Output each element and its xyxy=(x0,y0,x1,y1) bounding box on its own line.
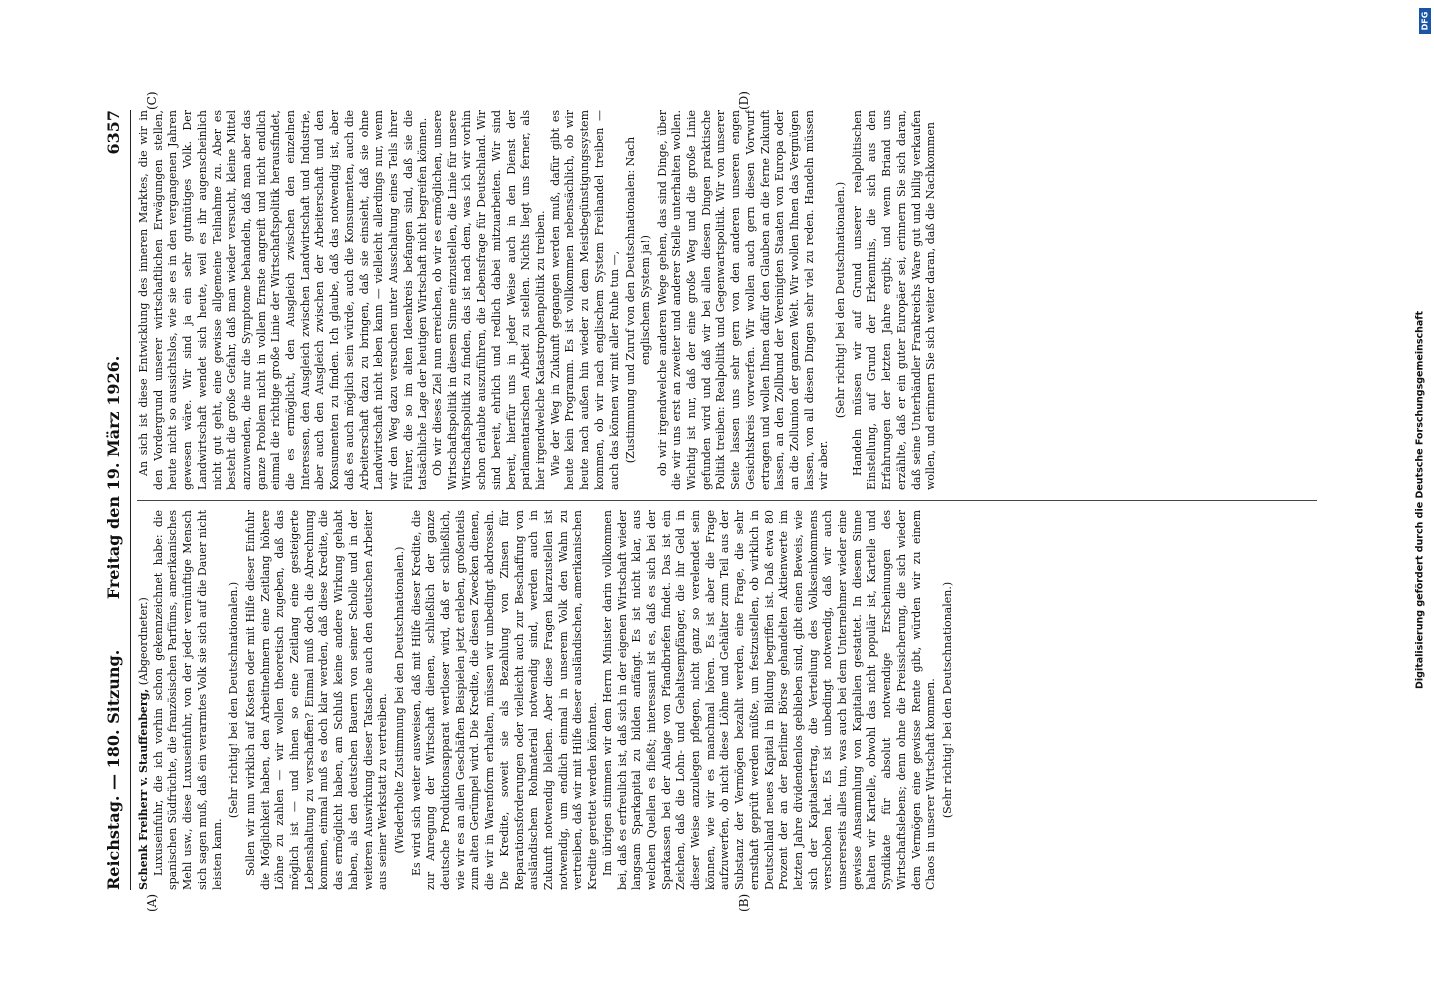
column-divider xyxy=(137,500,1317,501)
right-column xyxy=(137,110,1317,490)
credit-text: Digitalisierung gefördert durch die Deutsche Forschungsgemeinschaft xyxy=(1414,311,1426,689)
paragraph: Es wird sich weiter ausweisen, daß mit Hilfe dieser Kredite, die zur Anregung der Wirtschaft dienen, schließlich der ganze deutsche Produktionsapparat wertloser wird, daß er schließlich, wie wir es an allen Geschäften Beispielen jetzt erleben, großenteils zum alten Gerümpel wird. Die Kredite, die diesen Zwecken dienen, die wir in Warenform erhalten, müssen wir unbedingt abdrosseln. Die Kredite, soweit sie als Bezahlung von Zinsen für Reparationsforderungen oder vielleicht auch zur Beschaffung von ausländischem Rohmaterial notwendig sind, werden auch in Zukunft notwendig bleiben. Aber diese Fragen klarzustellen ist notwendig, um endlich einmal in unserem Volk den Wahn zu vertreiben, daß wir mit Hilfe dieser ausländischen, amerikanischen Kredite gerettet werden könnten. xyxy=(409,510,600,890)
running-header xyxy=(102,110,131,890)
marker-d: (D) xyxy=(737,91,751,110)
interjection: (Sehr richtig! bei den Deutschnationalen.) xyxy=(940,581,954,819)
paragraph: Wie der Weg in Zukunft gegangen werden muß, dafür gibt es heute kein Programm. Es ist vollkommen nebensächlich, ob wir heute nach außen hin wieder zu dem Meistbegünstigungssystem kommen, ob wir nach englischem System Freihandel treiben — auch das können wir mit aller Ruhe tun —, xyxy=(548,110,621,490)
speaker-name: Schenk Freiherr v. Stauffenberg, xyxy=(137,688,150,890)
header-left: Reichstag. — 180. Sitzung. xyxy=(104,649,123,890)
header-right xyxy=(104,110,123,599)
paragraph: ob wir irgendwelche anderen Wege gehen, das sind Dinge, über die wir uns erst an zweiter und anderer Stelle unterhalten wollen. Wichtig ist nur, daß der eine große Weg und die große Linie gefunden wird und daß wir bei allen diesen Dingen praktische Politik treiben: Realpolitik und Gegenwartspolitik. Wir von unserer Seite lassen uns sehr gern von den anderen unseren engen Gesichtskreis vorwerfen. Wir wollen auch gern diesen Vorwurf ertragen und wollen Ihnen dafür den Glauben an die ferne Zukunft lassen, an den Zollbund der Vereinigten Staaten von Europa oder an die Zollunion der ganzen Welt. Wir wollen Ihnen das Vergnügen lassen, von all diesen Dingen sehr viel zu reden. Handeln müssen wir aber. xyxy=(655,110,831,490)
rotated-page xyxy=(97,91,1337,912)
interjection: (Wiederholte Zustimmung bei den Deutschnationalen.) xyxy=(392,546,406,854)
dfg-logo: DFG xyxy=(1419,8,1431,34)
paragraph: Luxuseinfuhr, die ich vorhin schon gekennzeichnet habe: die spanischen Südfrüchte, die französischen Parfüms, amerikanisches Mehl usw., diese Luxuseinfuhr, von der jeder vernünftige Mensch sich sagen muß, daß ein verarmtes Volk sie sich auf die Dauer nicht leisten kann. xyxy=(151,510,224,890)
interjection: (Sehr richtig! bei den Deutschnationalen.) xyxy=(834,181,848,419)
marker-c: (C) xyxy=(145,91,159,110)
marker-b: (B) xyxy=(737,893,751,912)
paragraph: Handeln müssen wir auf Grund unserer realpolitischen Einstellung, auf Grund der Erkenntnis, die sich aus den Erfahrungen der letzten Jahre ergibt; und wenn Briand uns erzählte, daß er ein guter Europäer sei, erinnern Sie sich daran, daß seine Unterhändler Frankreichs Ware gut und billig verkaufen wollen, und erinnern Sie sich weiter daran, daß die Nachkommen xyxy=(850,110,938,490)
page-number: 6357 xyxy=(104,110,123,155)
paragraph: An sich ist diese Entwicklung des inneren Marktes, die wir in den Vordergrund unserer wirtschaftlichen Erwägungen stellen, heute nicht so aussichtslos, wie sie es in den vergangenen Jahren gewesen wäre. Wir sind ja ein sehr gutmütiges Volk. Der Landwirtschaft wendet sich heute, weil es ihr augenscheinlich nicht gut geht, eine gewisse allgemeine Teilnahme zu. Aber es besteht die große Gefahr, daß man wieder versucht, kleine Mittel anzuwenden, die nur die Symptome behandeln, daß man aber das ganze Problem nicht in vollem Ernste angreift und nicht endlich einmal die richtige große Linie der Wirtschaftspolitik herausfindet, die es ermöglicht, den Ausgleich zwischen den einzelnen Interessen, den Ausgleich zwischen Landwirtschaft und Industrie, aber auch den Ausgleich zwischen der Arbeiterschaft und den Konsumenten zu finden. Ich glaube, daß das notwendig ist, aber daß es auch möglich sein würde, auch die Konsumenten, auch die Arbeiterschaft dazu zu bringen, daß sie einsieht, daß sie ohne Landwirtschaft nicht leben kann — vielleicht allerdings nur, wenn wir den Weg dazu versuchen unter Ausschaltung eines Teils ihrer Führer, die so im alten Ideenkreis befangen sind, daß sie die tatsächliche Lage der heutigen Wirtschaft nicht begreifen können. xyxy=(137,110,430,490)
marker-a: (A) xyxy=(145,893,159,912)
speaker-role: (Abgeordneter.) xyxy=(137,597,150,686)
paragraph: Ob wir dieses Ziel nun erreichen, ob wir es ermöglichen, unsere Wirtschaftspolitik in diesem Sinne einzustellen, die Linie für unsere Wirtschaftspolitik zu finden, das ist nach dem, was ich wir vorhin schon erlaubte auszuführen, die Lebensfrage für Deutschland. Wir sind bereit, ehrlich und redlich dabei mitzuarbeiten. Wir sind bereit, hierfür uns in jeder Weise auch in den Dienst der parlamentarischen Arbeit zu stellen. Nichts liegt uns ferner, als hier irgendwelche Katastrophenpolitik zu treiben. xyxy=(431,110,547,490)
digitization-credit xyxy=(1410,10,1430,990)
header-date: Freitag den 19. März 1926. xyxy=(104,355,123,600)
interjection: (Sehr richtig! bei den Deutschnationalen.) xyxy=(227,581,241,819)
paragraph: Im übrigen stimmen wir dem Herrn Minister darin vollkommen bei, daß es erfreulich ist, daß sich in der eigenen Wirtschaft wieder langsam Sparkapital zu bilden anfängt. Es ist nicht klar, aus welchen Quellen es fließt; interessant ist es, daß es sich bei der Sparkassen bei der Anlage von Pfandbriefen findet. Das ist ein Zeichen, daß die Lohn- und Gehaltsempfänger, die ihr Geld in dieser Weise anzulegen pflegen, nicht ganz so verelendet sein können, wie wir es manchmal hören. Es ist aber die Frage aufzuwerfen, ob nicht diese Löhne und Gehälter zum Teil aus der Substanz der Vermögen bezahlt werden, eine Frage, die sehr ernsthaft geprüft werden müßte, um festzustellen, ob wirklich in Deutschland neues Kapital in Bildung begriffen ist. Daß etwa 80 Prozent der an der Berliner Börse gehandelten Aktienwerte im letzten Jahre dividendenlos geblieben sind, gibt einen Beweis, wie sich der Kapitalsertrag, die Verteilung des Volkseinkommens verschoben hat. Es ist unbedingt notwendig, daß wir auch unsererseits alles tun, was auch bei dem Unternehmer wieder eine gewisse Ansammlung von Kapitalien gestattet. In diesem Sinne halten wir Kartelle, obwohl das nicht populär ist, Kartelle und Syndikate für absolut notwendige Erscheinungen des Wirtschaftslebens; denn ohne die Preissicherung, die sich wieder dem Vermögen eine gewisse Rente gibt, würden wir zu einem Chaos in unserer Wirtschaft kommen. xyxy=(600,510,938,890)
left-column xyxy=(137,510,1317,890)
interjection: (Zustimmung und Zuruf von den Deutschnationalen: Nach englischem System ja!) xyxy=(624,136,652,464)
paragraph: Sollen wir nun wirklich auf Kosten oder mit Hilfe dieser Einfuhr die Möglichkeit haben, den Arbeitnehmern eine Zeitlang höhere Löhne zu zahlen — wir wollen theoretisch zugeben, daß das möglich ist — und ihnen so eine Zeitlang eine gesteigerte Lebenshaltung zu verschaffen? Einmal muß doch die Abrechnung kommen, einmal muß es doch klar werden, daß diese Kredite, die das ermöglicht haben, am Schluß keine andere Wirkung gehabt haben, als den deutschen Bauern von seiner Scholle und in der weiteren Auswirkung dieser Tatsache auch den deutschen Arbeiter aus seiner Werkstatt zu vertreiben. xyxy=(243,510,390,890)
